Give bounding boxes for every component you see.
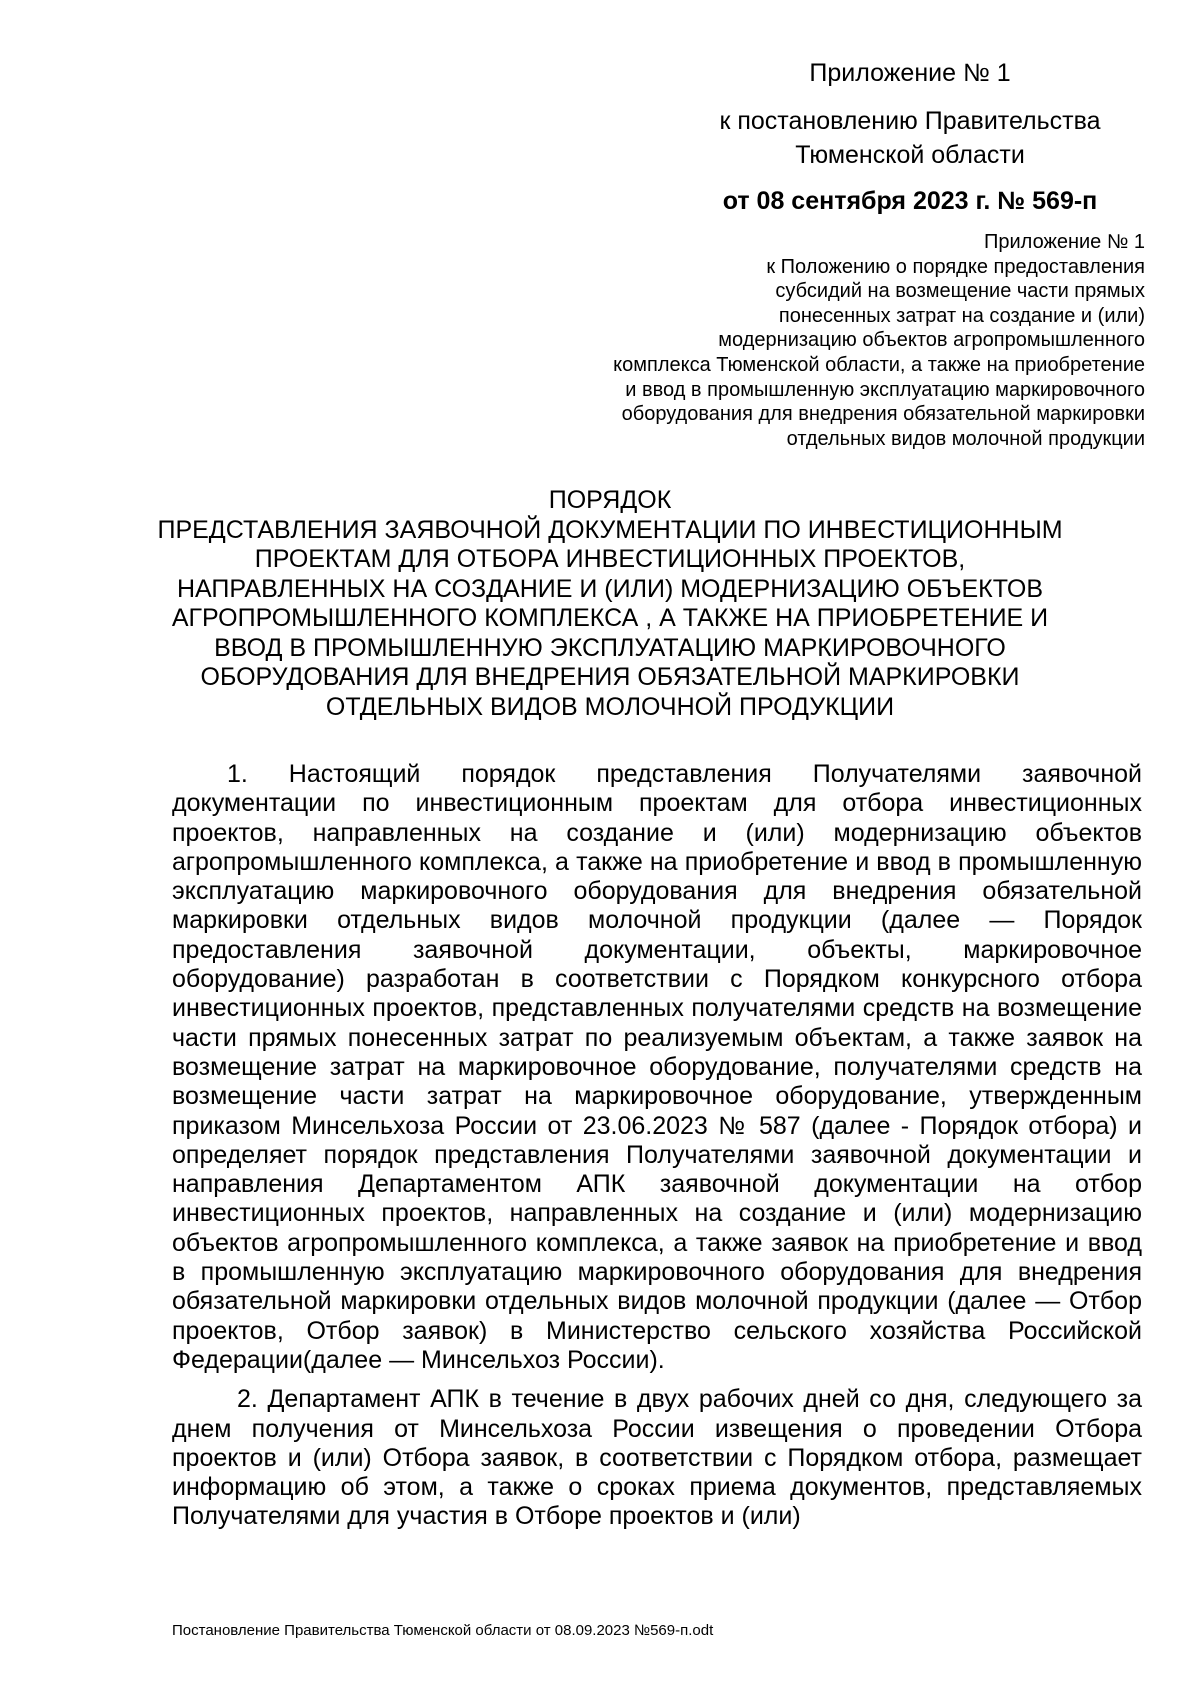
- body-paragraph-2: 2. Департамент АПК в течение в двух рабочих дней со дня, следующего за днем получения от Минсельхоза России извещения о проведении Отбора проектов и (или) Отбора заявок, в соответствии с Порядком отбора, размещает информацию об этом, а также о сроках приема документов, представляемых Получателями для участия в Отборе проектов и (или): [172, 1385, 1142, 1531]
- annex-to-line2: Тюменской области: [795, 141, 1025, 169]
- sub-annex-line: и ввод в промышленную эксплуатацию маркировочного: [625, 378, 1145, 401]
- body-paragraph-1: 1. Настоящий порядок представления Получателями заявочной документации по инвестиционным проектам для отбора инвестиционных проектов, направленных на создание и (или) модернизацию объектов агропромышленного комплекса, а также на приобретение и ввод в промышленную эксплуатацию маркировочного оборудования для внедрения обязательной маркировки отдельных видов молочной продукции (далее — Порядок предоставления заявочной документации, объекты, маркировочное оборудование) разработан в соответствии с Порядком конкурсного отбора инвестиционных проектов, представленных получателями средств на возмещение части прямых понесенных затрат по реализуемым объектам, а также заявок на возмещение затрат на маркировочное оборудование, получателями средств на возмещение части затрат на маркировочное оборудование, утвержденным приказом Минсельхоза России от 23.06.2023 № 587 (далее - Порядок отбора) и определяет порядок представления Получателями заявочной документации и направления Департаментом АПК заявочной документации на отбор инвестиционных проектов, направленных на создание и (или) модернизацию объектов агропромышленного комплекса, а также заявок на приобретение и ввод в промышленную эксплуатацию маркировочного оборудования для внедрения обязательной маркировки отдельных видов молочной продукции (далее — Отбор проектов, Отбор заявок) в Министерство сельского хозяйства Российской Федерации(далее — Минсельхоз России).: [172, 760, 1142, 1374]
- annex-header: [690, 56, 1130, 218]
- title-line: ОТДЕЛЬНЫХ ВИДОВ МОЛОЧНОЙ ПРОДУКЦИИ: [325, 692, 895, 721]
- title-line: АГРОПРОМЫШЛЕННОГО КОМПЛЕКСА , А ТАКЖЕ НА ПРИОБРЕТЕНИЕ И: [171, 604, 1049, 632]
- sub-annex-line: комплекса Тюменской области, а также на приобретение: [613, 353, 1145, 376]
- sub-annex-line: модернизацию объектов агропромышленного: [718, 329, 1145, 352]
- sub-annex-block: [505, 230, 1145, 451]
- title-line: ПРОЕКТАМ ДЛЯ ОТБОРА ИНВЕСТИЦИОННЫХ ПРОЕКТОВ,: [254, 545, 966, 573]
- sub-annex-line: оборудования для внедрения обязательной маркировки: [621, 403, 1145, 426]
- title-line: НАПРАВЛЕННЫХ НА СОЗДАНИЕ И (ИЛИ) МОДЕРНИЗАЦИЮ ОБЪЕКТОВ: [176, 574, 1044, 603]
- title-line: ПОРЯДОК: [548, 486, 672, 514]
- sub-annex-line: Приложение № 1: [984, 231, 1145, 253]
- title-line: ВВОД В ПРОМЫШЛЕННУЮ ЭКСПЛУАТАЦИЮ МАРКИРОВОЧНОГО: [214, 633, 1006, 662]
- annex-title: Приложение № 1: [809, 59, 1011, 87]
- sub-annex-line: к Положению о порядке предоставления: [766, 255, 1145, 278]
- title-line: ПРЕДСТАВЛЕНИЯ ЗАЯВОЧНОЙ ДОКУМЕНТАЦИИ ПО ИНВЕСТИЦИОННЫМ: [157, 515, 1063, 544]
- title-line: ОБОРУДОВАНИЯ ДЛЯ ВНЕДРЕНИЯ ОБЯЗАТЕЛЬНОЙ МАРКИРОВКИ: [200, 663, 1020, 691]
- document-title: [150, 486, 1070, 722]
- annex-date: от 08 сентября 2023 г. № 569-п: [722, 187, 1098, 215]
- document-body: [172, 760, 1142, 1532]
- sub-annex-line: понесенных затрат на создание и (или): [778, 304, 1145, 327]
- sub-annex-line: субсидий на возмещение части прямых: [775, 280, 1145, 303]
- annex-to-line1: к постановлению Правительства: [719, 107, 1101, 135]
- page-footer: Постановление Правительства Тюменской области от 08.09.2023 №569-п.odt: [172, 1622, 714, 1639]
- sub-annex-line: отдельных видов молочной продукции: [786, 427, 1145, 450]
